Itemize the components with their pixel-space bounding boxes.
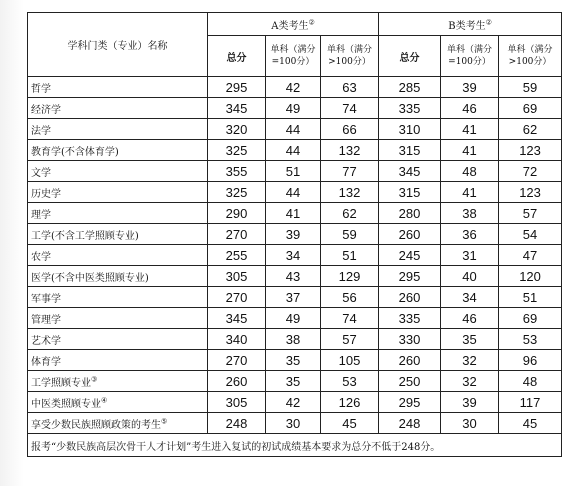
- subject-name: 农学: [31, 251, 51, 263]
- b-total-cell: 250: [379, 371, 441, 392]
- b-single-gt100-cell: 45: [499, 413, 562, 434]
- b-single-gt100-cell: 57: [499, 203, 562, 224]
- b-single-gt100-cell: 69: [499, 308, 562, 329]
- subject-name: 法学: [31, 125, 51, 137]
- subject-header: 学科门类（专业）名称: [28, 13, 208, 77]
- a-total-cell: 340: [208, 329, 266, 350]
- subject-name: 文学: [31, 167, 51, 179]
- group-a-header: [208, 13, 379, 36]
- table-row: [28, 77, 562, 98]
- b-single-le100-cell: 46: [441, 308, 499, 329]
- a-total-cell: 295: [208, 77, 266, 98]
- subject-cell: [28, 203, 208, 224]
- b-single-gt100-cell: 123: [499, 182, 562, 203]
- subject-note-mark: ③: [91, 375, 98, 384]
- b-single-gt100-cell: 54: [499, 224, 562, 245]
- a-single-le100-cell: 44: [266, 119, 321, 140]
- b-single-gt100-cell: 48: [499, 371, 562, 392]
- b-single-le100-cell: 39: [441, 392, 499, 413]
- subject-cell: [28, 371, 208, 392]
- a-single-le100-cell: 38: [266, 329, 321, 350]
- a-total-cell: 260: [208, 371, 266, 392]
- a-single-gt100-cell: 126: [321, 392, 379, 413]
- a-total-cell: 270: [208, 224, 266, 245]
- subject-name: 艺术学: [31, 335, 61, 347]
- table-row: [28, 350, 562, 371]
- table-row: [28, 308, 562, 329]
- b-total-cell: 295: [379, 266, 441, 287]
- a-single-gt100-cell: 62: [321, 203, 379, 224]
- b-total-cell: 245: [379, 245, 441, 266]
- group-a-note-mark: ②: [308, 18, 315, 27]
- a-single-gt100-cell: 132: [321, 140, 379, 161]
- a-total-cell: 325: [208, 140, 266, 161]
- table-row: [28, 413, 562, 434]
- subject-name: 体育学: [31, 356, 61, 368]
- b-total-cell: 260: [379, 350, 441, 371]
- b-total-header: 总分: [379, 36, 441, 77]
- a-single-gt100-cell: 66: [321, 119, 379, 140]
- a-single-gt100-cell: 51: [321, 245, 379, 266]
- subject-name: 教育学(不含体育学): [31, 146, 119, 158]
- subject-cell: [28, 224, 208, 245]
- b-single-gt100-cell: 47: [499, 245, 562, 266]
- a-single-le100-cell: 39: [266, 224, 321, 245]
- a-total-cell: 270: [208, 350, 266, 371]
- a-total-header: 总分: [208, 36, 266, 77]
- b-total-cell: 285: [379, 77, 441, 98]
- a-total-cell: 320: [208, 119, 266, 140]
- b-single-gt100-cell: 51: [499, 287, 562, 308]
- subject-name: 医学(不含中医类照顾专业): [31, 272, 149, 284]
- subject-name: 经济学: [31, 104, 61, 116]
- a-single-gt100-cell: 63: [321, 77, 379, 98]
- a-single-le100-cell: 41: [266, 203, 321, 224]
- b-single-le100-cell: 46: [441, 98, 499, 119]
- b-single-gt100-header: 单科（满分>100分）: [499, 36, 562, 77]
- subject-name: 工学照顾专业: [31, 377, 91, 389]
- a-single-gt100-cell: 77: [321, 161, 379, 182]
- subject-name: 工学(不含工学照顾专业): [31, 230, 139, 242]
- table-row: [28, 245, 562, 266]
- b-single-le100-cell: 41: [441, 140, 499, 161]
- b-single-le100-cell: 41: [441, 182, 499, 203]
- b-single-gt100-cell: 117: [499, 392, 562, 413]
- a-single-le100-cell: 49: [266, 308, 321, 329]
- subject-cell: [28, 119, 208, 140]
- page-edge-shadow: [0, 0, 24, 486]
- b-single-le100-cell: 34: [441, 287, 499, 308]
- a-single-gt100-cell: 45: [321, 413, 379, 434]
- table-row: [28, 392, 562, 413]
- subject-cell: [28, 161, 208, 182]
- b-single-le100-cell: 35: [441, 329, 499, 350]
- table-row: [28, 266, 562, 287]
- b-total-cell: 315: [379, 140, 441, 161]
- b-single-gt100-cell: 69: [499, 98, 562, 119]
- a-single-gt100-cell: 74: [321, 308, 379, 329]
- b-total-cell: 315: [379, 182, 441, 203]
- table-row: [28, 140, 562, 161]
- footnote-row: [28, 434, 562, 457]
- table-row: [28, 119, 562, 140]
- subject-name: 享受少数民族照顾政策的考生: [31, 419, 161, 431]
- a-total-cell: 270: [208, 287, 266, 308]
- a-single-le100-cell: 42: [266, 77, 321, 98]
- table-row: [28, 161, 562, 182]
- a-single-le100-cell: 34: [266, 245, 321, 266]
- b-single-le100-header: 单科（满分=100分）: [441, 36, 499, 77]
- subject-cell: [28, 392, 208, 413]
- subject-name: 哲学: [31, 83, 51, 95]
- table-row: [28, 182, 562, 203]
- a-single-le100-cell: 43: [266, 266, 321, 287]
- b-total-cell: 260: [379, 287, 441, 308]
- a-single-le100-cell: 44: [266, 182, 321, 203]
- a-single-le100-cell: 49: [266, 98, 321, 119]
- a-single-le100-cell: 51: [266, 161, 321, 182]
- b-total-cell: 260: [379, 224, 441, 245]
- group-b-label: B类考生: [448, 20, 486, 32]
- a-total-cell: 255: [208, 245, 266, 266]
- b-single-le100-cell: 32: [441, 371, 499, 392]
- subject-cell: [28, 413, 208, 434]
- table-row: [28, 329, 562, 350]
- b-single-le100-cell: 30: [441, 413, 499, 434]
- a-total-cell: 345: [208, 308, 266, 329]
- b-single-gt100-cell: 72: [499, 161, 562, 182]
- subject-name: 理学: [31, 209, 51, 221]
- b-single-le100-cell: 36: [441, 224, 499, 245]
- b-single-le100-cell: 41: [441, 119, 499, 140]
- b-single-gt100-cell: 62: [499, 119, 562, 140]
- subject-name: 军事学: [31, 293, 61, 305]
- table-row: [28, 287, 562, 308]
- b-single-le100-cell: 48: [441, 161, 499, 182]
- group-b-header: [379, 13, 562, 36]
- a-single-le100-cell: 35: [266, 371, 321, 392]
- b-single-gt100-cell: 53: [499, 329, 562, 350]
- b-single-le100-cell: 39: [441, 77, 499, 98]
- b-single-gt100-cell: 123: [499, 140, 562, 161]
- a-single-le100-cell: 44: [266, 140, 321, 161]
- a-single-le100-cell: 42: [266, 392, 321, 413]
- a-total-cell: 345: [208, 98, 266, 119]
- subject-note-mark: ⑤: [161, 417, 168, 426]
- subject-note-mark: ④: [101, 396, 108, 405]
- b-single-le100-cell: 32: [441, 350, 499, 371]
- subject-cell: [28, 329, 208, 350]
- b-total-cell: 335: [379, 98, 441, 119]
- a-single-gt100-cell: 132: [321, 182, 379, 203]
- a-total-cell: 355: [208, 161, 266, 182]
- group-a-label: A类考生: [271, 20, 309, 32]
- subject-name: 中医类照顾专业: [31, 398, 101, 410]
- table-row: [28, 203, 562, 224]
- b-single-le100-cell: 38: [441, 203, 499, 224]
- b-total-cell: 330: [379, 329, 441, 350]
- a-total-cell: 305: [208, 266, 266, 287]
- b-single-le100-cell: 31: [441, 245, 499, 266]
- a-single-gt100-header: 单科（满分>100分）: [321, 36, 379, 77]
- b-total-cell: 310: [379, 119, 441, 140]
- table-row: [28, 224, 562, 245]
- b-total-cell: 345: [379, 161, 441, 182]
- a-single-gt100-cell: 129: [321, 266, 379, 287]
- subject-cell: [28, 98, 208, 119]
- subject-cell: [28, 266, 208, 287]
- a-single-le100-cell: 35: [266, 350, 321, 371]
- b-single-gt100-cell: 96: [499, 350, 562, 371]
- subject-cell: [28, 182, 208, 203]
- a-total-cell: 290: [208, 203, 266, 224]
- b-total-cell: 295: [379, 392, 441, 413]
- group-b-note-mark: ②: [485, 18, 492, 27]
- b-total-cell: 280: [379, 203, 441, 224]
- a-total-cell: 248: [208, 413, 266, 434]
- table-body: [28, 77, 562, 434]
- subject-cell: [28, 308, 208, 329]
- footnote-text: 报考“少数民族高层次骨干人才计划”考生进入复试的初试成绩基本要求为总分不低于248分。: [28, 434, 562, 457]
- a-single-gt100-cell: 105: [321, 350, 379, 371]
- header-group-row: [28, 13, 562, 36]
- a-single-le100-header: 单科（满分=100分）: [266, 36, 321, 77]
- b-single-gt100-cell: 59: [499, 77, 562, 98]
- subject-name: 历史学: [31, 188, 61, 200]
- subject-cell: [28, 140, 208, 161]
- a-single-gt100-cell: 74: [321, 98, 379, 119]
- b-total-cell: 248: [379, 413, 441, 434]
- a-single-gt100-cell: 56: [321, 287, 379, 308]
- a-total-cell: 305: [208, 392, 266, 413]
- subject-name: 管理学: [31, 314, 61, 326]
- subject-cell: [28, 350, 208, 371]
- a-single-le100-cell: 37: [266, 287, 321, 308]
- a-single-gt100-cell: 59: [321, 224, 379, 245]
- b-single-gt100-cell: 120: [499, 266, 562, 287]
- b-total-cell: 335: [379, 308, 441, 329]
- subject-cell: [28, 77, 208, 98]
- score-requirements-table: [27, 12, 562, 457]
- a-single-le100-cell: 30: [266, 413, 321, 434]
- a-single-gt100-cell: 57: [321, 329, 379, 350]
- b-single-le100-cell: 40: [441, 266, 499, 287]
- subject-cell: [28, 287, 208, 308]
- subject-cell: [28, 245, 208, 266]
- table-row: [28, 98, 562, 119]
- a-single-gt100-cell: 53: [321, 371, 379, 392]
- a-total-cell: 325: [208, 182, 266, 203]
- table-row: [28, 371, 562, 392]
